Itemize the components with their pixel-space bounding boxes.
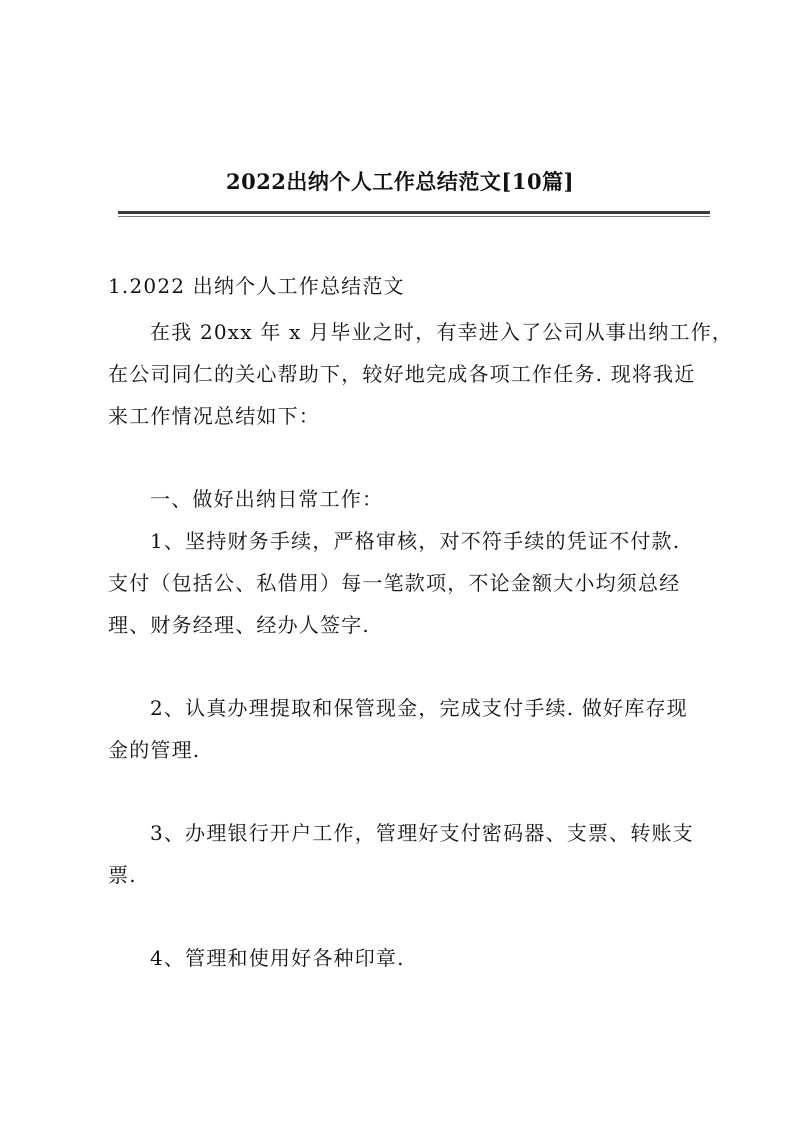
- list-item-line: 金的管理.: [108, 738, 201, 762]
- paragraph-line: 在公司同仁的关心帮助下，较好地完成各项工作任务. 现将我近: [108, 362, 696, 386]
- part-heading: 一、做好出纳日常工作：: [150, 487, 384, 511]
- paragraph-line: 来工作情况总结如下：: [108, 404, 320, 428]
- list-item-line: 4、管理和使用好各种印章.: [150, 946, 405, 970]
- section-heading: 1.2022 出纳个人工作总结范文: [108, 274, 405, 298]
- list-item-line: 支付（包括公、私借用）每一笔款项，不论金额大小均须总经: [108, 571, 681, 595]
- list-item-line: 票.: [108, 863, 137, 887]
- list-item-line: 理、财务经理、经办人签字.: [108, 613, 370, 637]
- paragraph-line: 在我 20xx 年 x 月毕业之时，有幸进入了公司从事出纳工作，: [150, 320, 734, 344]
- list-item-line: 3、办理银行开户工作，管理好支付密码器、支票、转账支: [150, 821, 694, 845]
- document-title: 2022出纳个人工作总结范文[10篇]: [225, 169, 575, 194]
- list-item-line: 1、坚持财务手续，严格审核，对不符手续的凭证不付款.: [150, 529, 681, 553]
- title-divider-thin: [118, 216, 710, 217]
- list-item-line: 2、认真办理提取和保管现金，完成支付手续. 做好库存现: [150, 696, 688, 720]
- title-divider: [118, 211, 710, 214]
